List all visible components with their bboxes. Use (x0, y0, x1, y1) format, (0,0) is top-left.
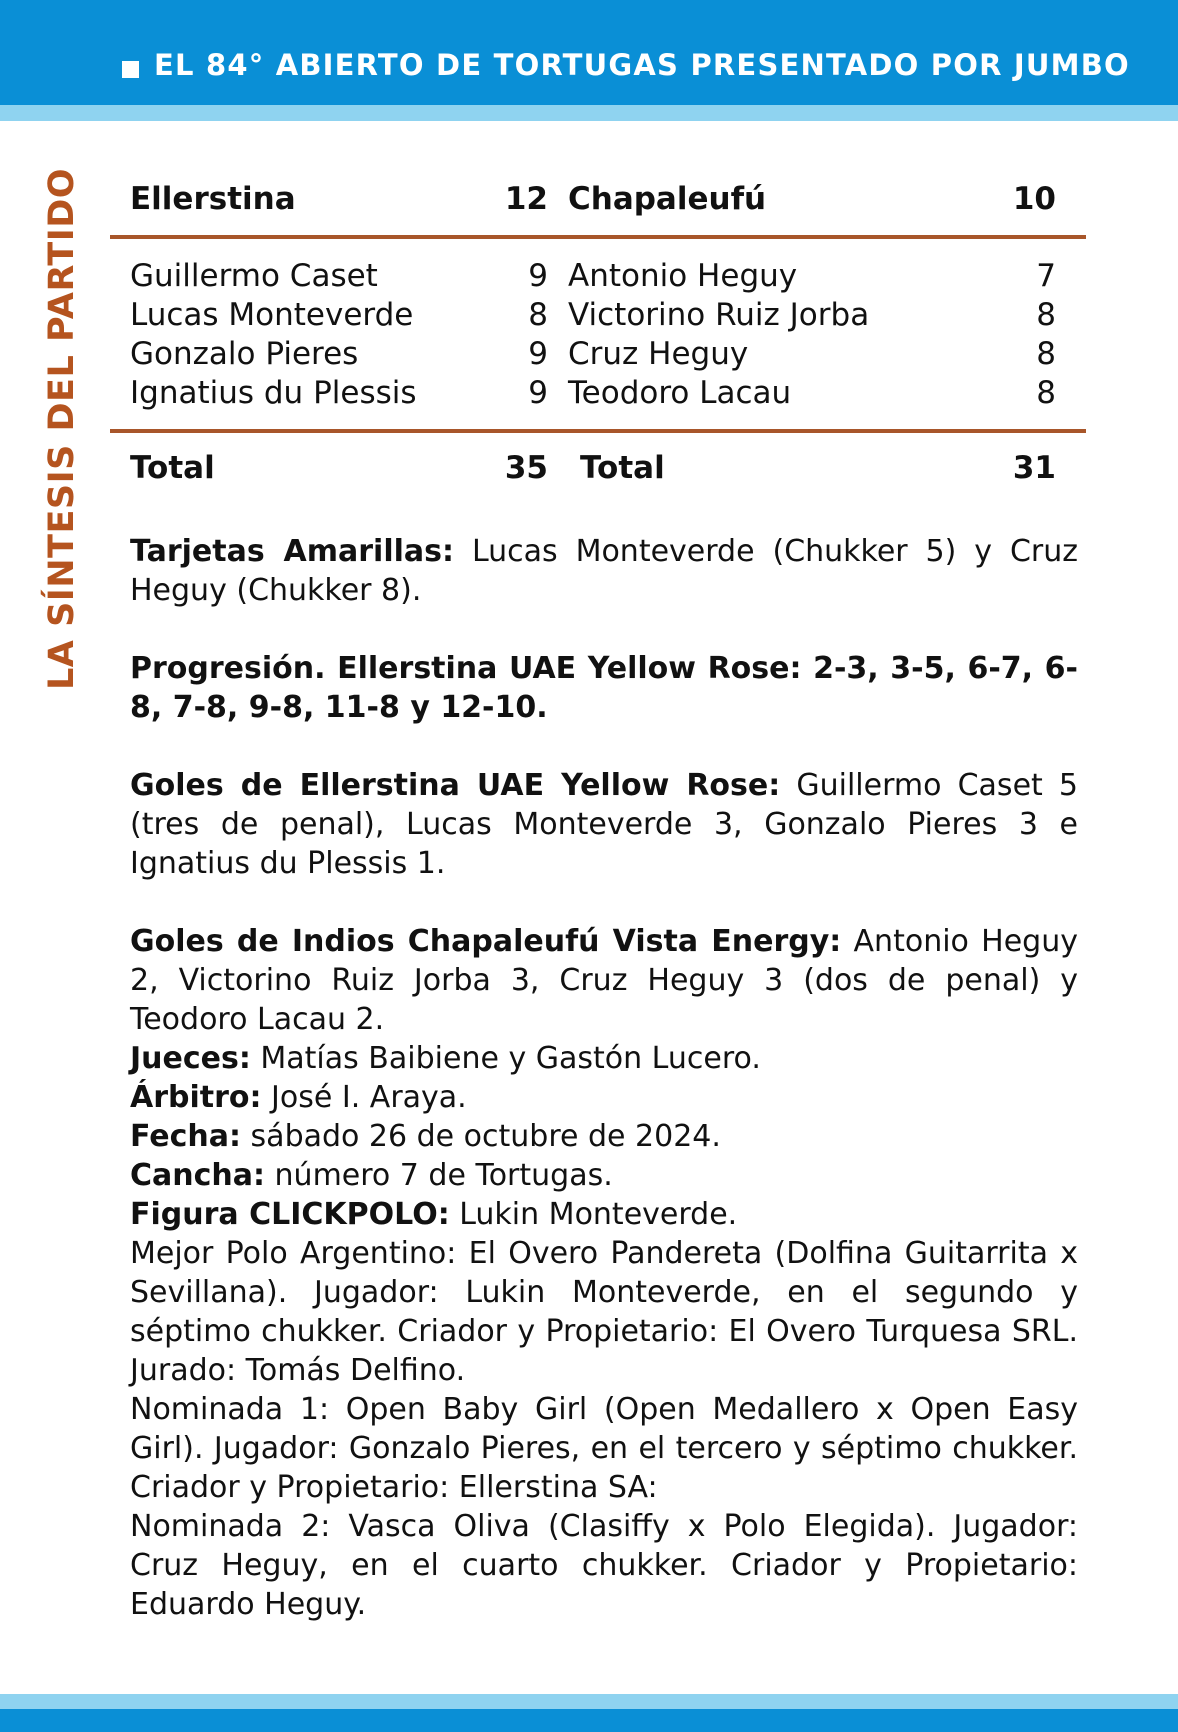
player-row (110, 374, 1086, 413)
header-bullet-icon (122, 61, 139, 78)
team-a-player-handicap: 8 (528, 297, 548, 333)
player-row (110, 335, 1086, 374)
team-a-total: 35 (504, 450, 548, 486)
team-a-name: Ellerstina (130, 181, 296, 217)
yellow-cards-label: Tarjetas Amarillas: (130, 534, 455, 569)
team-a-total-label: Total (130, 450, 215, 486)
team-a-player-handicap: 9 (528, 336, 548, 372)
team-a-player-name: Gonzalo Pieres (130, 336, 359, 372)
nominee-1: Nominada 1: Open Baby Girl (Open Medallero x Open Easy Girl). Jugador: Gonzalo Pieres, en el tercero y séptimo chukker. Criador y Propietario: Ellerstina SA: (130, 1392, 1078, 1505)
goals-team-a-label: Goles de Ellerstina UAE Yellow Rose: (130, 768, 781, 803)
referee-label: Árbitro: (130, 1080, 262, 1115)
team-b-player-handicap: 7 (1036, 258, 1056, 294)
field (130, 1156, 1078, 1195)
judges (130, 1039, 1078, 1078)
team-b-player-handicap: 8 (1036, 336, 1056, 372)
footer-bar (0, 1709, 1178, 1732)
judges-label: Jueces: (130, 1041, 251, 1076)
mvp (130, 1195, 1078, 1234)
yellow-cards-text: Lucas Monteverde (Chukker 5) y Cruz Heguy (Chukker 8). (130, 534, 1078, 608)
header-bar-stripe (0, 105, 1178, 121)
nominee-2: Nominada 2: Vasca Oliva (Clasiffy x Polo Elegida). Jugador: Cruz Heguy, en el cuarto chukker. Criador y Propietario: Eduardo Heguy. (130, 1509, 1078, 1622)
team-b-player-name: Cruz Heguy (568, 336, 749, 372)
total-row (110, 449, 1086, 488)
goals-team-b-label: Goles de Indios Chapaleufú Vista Energy: (130, 924, 842, 959)
team-b-player-name: Victorino Ruiz Jorba (568, 297, 870, 333)
judges-text: Matías Baibiene y Gastón Lucero. (250, 1041, 761, 1076)
footer-bar-stripe (0, 1694, 1178, 1709)
team-b-player-name: Teodoro Lacau (568, 375, 792, 411)
team-b-name: Chapaleufú (568, 181, 767, 217)
team-a-player-name: Guillermo Caset (130, 258, 378, 294)
best-pony: Mejor Polo Argentino: El Overo Pandereta (Dolfina Guitarrita x Sevillana). Jugador: Lukin Monteverde, en el segundo y séptimo chukker. Criador y Propietario: El Overo Turquesa SRL. Jurado: Tomás Delfino. (130, 1236, 1078, 1388)
team-a-player-handicap: 9 (528, 258, 548, 294)
field-label: Cancha: (130, 1158, 265, 1193)
yellow-cards (130, 532, 1078, 610)
referee (130, 1078, 1078, 1117)
date (130, 1117, 1078, 1156)
team-b-player-handicap: 8 (1036, 375, 1056, 411)
side-title: LA SÍNTESIS DEL PARTIDO (42, 167, 82, 690)
header-title: EL 84° ABIERTO DE TORTUGAS PRESENTADO POR JUMBO (154, 48, 1130, 82)
match-details (130, 532, 1078, 1624)
goals-team-b-text: Antonio Heguy 2, Victorino Ruiz Jorba 3, Cruz Heguy 3 (dos de penal) y Teodoro Lacau 2. (130, 924, 1078, 1037)
team-a-goals: 12 (504, 181, 548, 217)
team-b-total-label: Total (580, 450, 665, 486)
date-text: sábado 26 de octubre de 2024. (241, 1119, 721, 1154)
lineup-table (110, 180, 1086, 488)
team-a-player-name: Ignatius du Plessis (130, 375, 417, 411)
team-a-player-name: Lucas Monteverde (130, 297, 414, 333)
referee-text: José I. Araya. (261, 1080, 467, 1115)
mvp-label: Figura CLICKPOLO: (130, 1197, 450, 1232)
goals-team-a-text: Guillermo Caset 5 (tres de penal), Lucas Monteverde 3, Gonzalo Pieres 3 e Ignatius du Plessis 1. (130, 768, 1078, 881)
team-b-goals: 10 (1012, 181, 1056, 217)
mvp-text: Lukin Monteverde. (449, 1197, 738, 1232)
team-a-player-handicap: 9 (528, 375, 548, 411)
field-text: número 7 de Tortugas. (265, 1158, 613, 1193)
team-b-player-handicap: 8 (1036, 297, 1056, 333)
date-label: Fecha: (130, 1119, 242, 1154)
player-row (110, 257, 1086, 296)
team-b-player-name: Antonio Heguy (568, 258, 798, 294)
team-header-row (110, 180, 1086, 219)
progression: Progresión. Ellerstina UAE Yellow Rose: 2-3, 3-5, 6-7, 6-8, 7-8, 9-8, 11-8 y 12-10. (130, 651, 1078, 725)
goals-team-a (130, 766, 1078, 883)
team-b-total: 31 (1012, 450, 1056, 486)
goals-team-b (130, 922, 1078, 1039)
player-row (110, 296, 1086, 335)
